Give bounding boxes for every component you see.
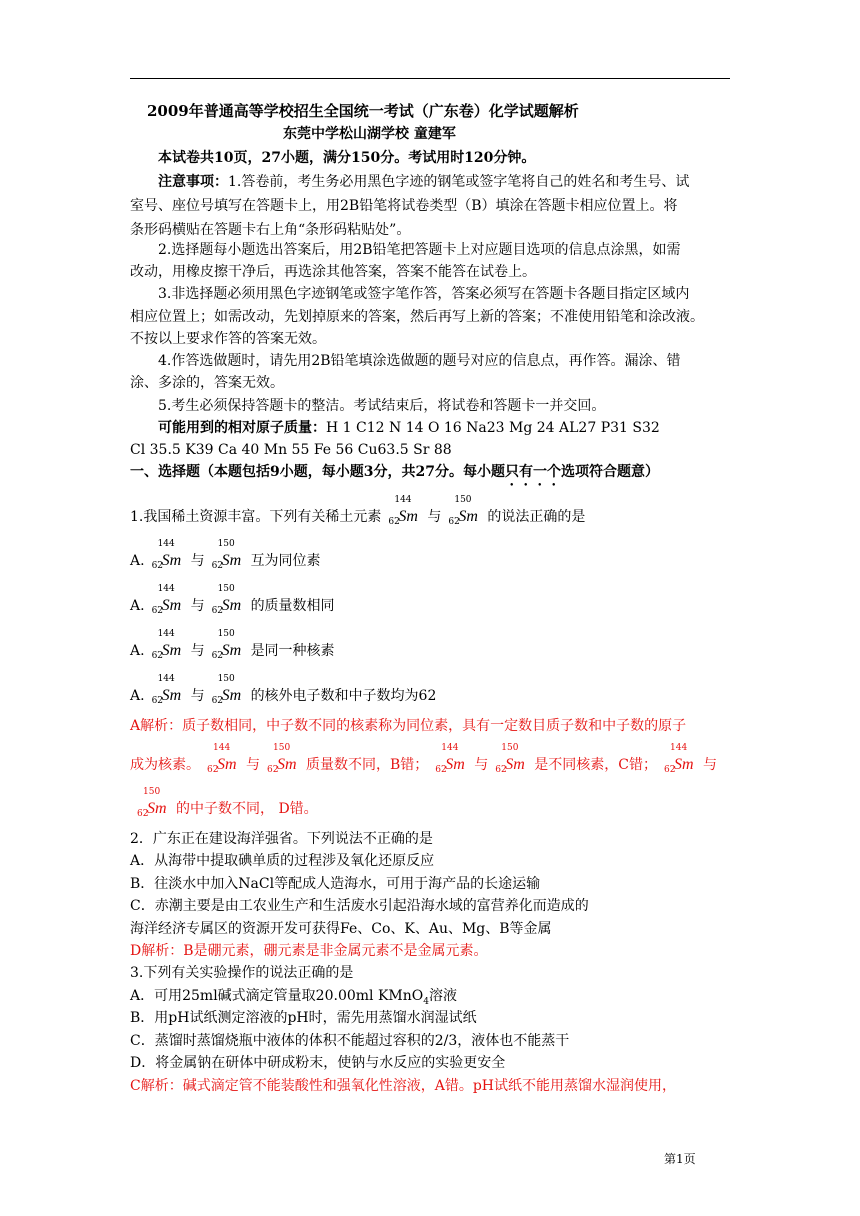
q1-and: 与	[190, 553, 205, 569]
atomic-masses-line1	[158, 420, 758, 437]
q1-answer-line1: A解析：质子数相同，中子数不同的核素称为同位素，具有一定数目质子数和中子数的原子	[130, 718, 687, 734]
q3-answer: C解析：碱式滴定管不能装酸性和强氧化性溶液，A错。pH试纸不能用蒸馏水湿润使用，	[130, 1078, 676, 1094]
section1-heading-tail: 选项符合题意）	[560, 464, 659, 480]
isotope-sm150: 150 62 Sm	[211, 674, 242, 706]
q3-option-a-subscript: 4	[423, 996, 429, 1007]
q3-option-d: D．将金属钠在研体中研成粉末，使钠与水反应的实验更安全	[130, 1055, 506, 1071]
isotope-sm144: 144 62 Sm	[435, 743, 465, 775]
isotope-sm150: 150 62 Sm	[267, 743, 297, 775]
notice-1b: 室号、座位号填写在答题卡上，用2B铅笔将试卷类型（B）填涂在答题卡相应位置上。将	[130, 198, 678, 214]
isotope-sm144: 144 62 Sm	[151, 629, 182, 661]
isotope-sm144: 144 62 Sm	[207, 743, 237, 775]
q1-answer-text-a: 成为核素。	[130, 757, 200, 773]
q1-option-1-text: 互为同位素	[250, 553, 321, 569]
isotope-sm144: 144 62 Sm	[664, 743, 694, 775]
q1-stem-text: 1.我国稀土资源丰富。下列有关稀土元素	[130, 509, 382, 525]
q2-option-d: 海洋经济专属区的资源开发可获得Fe、Co、K、Au、Mg、B等金属	[130, 921, 552, 937]
q1-option-1	[130, 539, 730, 571]
q2-answer: D解析：B是硼元素，硼元素是非金属元素不是金属元素。	[130, 943, 488, 959]
q1-option-1-label: A.	[130, 553, 145, 569]
page-title: 2009年普通高等学校招生全国统一考试（广东卷）化学试题解析	[147, 102, 579, 120]
notice-1a	[158, 174, 758, 191]
notice-4b: 涂、多涂的，答案无效。	[130, 375, 284, 391]
notice-label: 注意事项：	[158, 174, 228, 190]
isotope-sm150: 150 62 Sm	[137, 787, 167, 819]
atomic-masses-values-1: H 1 C12 N 14 O 16 Na23 Mg 24 AL27 P31 S32	[326, 420, 660, 436]
q3-option-a-text: A．可用25ml碱式滴定管量取20.00ml KMnO	[130, 988, 424, 1004]
header-rule	[130, 78, 730, 79]
section1-heading	[130, 464, 730, 489]
isotope-sm150: 150 62 Sm	[211, 629, 242, 661]
q1-stem-tail: 的说法正确的是	[487, 509, 586, 525]
q1-and: 与	[703, 757, 718, 773]
isotope-sm144: 144 62 Sm	[388, 495, 418, 527]
q1-and: 与	[474, 757, 489, 773]
q2-option-a: A．从海带中提取碘单质的过程涉及氧化还原反应	[130, 853, 435, 869]
q2-option-b: B．往淡水中加入NaCl等配成人造海水，可用于海产品的长途运输	[130, 876, 541, 892]
isotope-sm144: 144 62 Sm	[151, 674, 182, 706]
q1-option-2-text: 的质量数相同	[250, 598, 335, 614]
q3-option-a-tail: 溶液	[428, 988, 457, 1004]
q3-option-b: B．用pH试纸测定溶液的pH时，需先用蒸馏水润湿试纸	[130, 1010, 477, 1026]
q1-option-4	[130, 674, 730, 706]
q1-option-2-label: A.	[130, 598, 145, 614]
atomic-masses-line2: Cl 35.5 K39 Ca 40 Mn 55 Fe 56 Cu63.5 Sr 88	[130, 442, 452, 458]
q1-answer-text-d: 的中子数不同， D错。	[176, 801, 318, 817]
q1-and: 与	[190, 688, 205, 704]
atomic-masses-label: 可能用到的相对原子质量：	[158, 420, 326, 436]
section1-heading-text: 一、选择题（本题包括9小题，每小题3分，共27分。每小题	[130, 464, 505, 480]
page-number: 第1页	[664, 1152, 696, 1166]
q1-option-4-text: 的核外电子数和中子数均为62	[250, 688, 437, 704]
q1-option-3-label: A.	[130, 643, 145, 659]
q1-option-3-text: 是同一种核素	[250, 643, 335, 659]
q1-option-4-label: A.	[130, 688, 145, 704]
isotope-sm150: 150 62 Sm	[211, 539, 242, 571]
q1-and: 与	[190, 643, 205, 659]
q1-and: 与	[190, 598, 205, 614]
isotope-sm150: 150 62 Sm	[448, 495, 478, 527]
q3-option-a	[130, 988, 730, 1005]
section1-emphasis: 只有一个	[504, 464, 561, 480]
isotope-sm150: 150 62 Sm	[211, 584, 242, 616]
q3-stem: 3.下列有关实验操作的说法正确的是	[130, 965, 354, 981]
notice-3a: 3.非选择题必须用黑色字迹钢笔或签字笔作答，答案必须写在答题卡各题目指定区域内	[158, 286, 690, 302]
q1-and: 与	[427, 509, 442, 525]
q1-stem	[130, 495, 730, 527]
notice-1a-text: 1.答卷前，考生务必用黑色字迹的钢笔或签字笔将自己的姓名和考生号、试	[228, 174, 690, 190]
q1-answer-line2	[130, 743, 730, 775]
notice-3b: 相应位置上；如需改动，先划掉原来的答案，然后再写上新的答案；不准使用铅笔和涂改液。	[130, 309, 704, 325]
author-line: 东莞中学松山湖学校 童建军	[283, 126, 456, 142]
notice-4a: 4.作答选做题时，请先用2B铅笔填涂选做题的题号对应的信息点，再作答。漏涂、错	[158, 353, 681, 369]
q2-stem: 2．广东正在建设海洋强省。下列说法不正确的是	[130, 831, 433, 847]
q1-answer-line3	[130, 787, 730, 819]
q1-answer-text-b: 质量数不同，B错；	[306, 757, 429, 773]
q1-option-3	[130, 629, 730, 661]
notice-2b: 改动，用橡皮擦干净后，再选涂其他答案，答案不能答在试卷上。	[130, 264, 536, 280]
notice-3c: 不按以上要求作答的答案无效。	[130, 331, 326, 347]
q1-and: 与	[246, 757, 260, 773]
q1-answer-text-c: 是不同核素，C错；	[534, 757, 658, 773]
q1-option-2	[130, 584, 730, 616]
exam-intro: 本试卷共10页，27小题，满分150分。考试用时120分钟。	[158, 150, 536, 166]
notice-5: 5.考生必须保持答题卡的整洁。考试结束后，将试卷和答题卡一并交回。	[158, 398, 606, 414]
isotope-sm144: 144 62 Sm	[151, 584, 182, 616]
notice-2a: 2.选择题每小题选出答案后，用2B铅笔把答题卡上对应题目选项的信息点涂黑，如需	[158, 242, 681, 258]
notice-1c: 条形码横贴在答题卡右上角“条形码粘贴处”。	[130, 222, 411, 238]
isotope-sm150: 150 62 Sm	[495, 743, 525, 775]
q2-option-c: C．赤潮主要是由工农业生产和生活废水引起沿海水域的富营养化而造成的	[130, 898, 589, 914]
q3-option-c: C．蒸馏时蒸馏烧瓶中液体的体积不能超过容积的2/3，液体也不能蒸干	[130, 1033, 570, 1049]
isotope-sm144: 144 62 Sm	[151, 539, 182, 571]
